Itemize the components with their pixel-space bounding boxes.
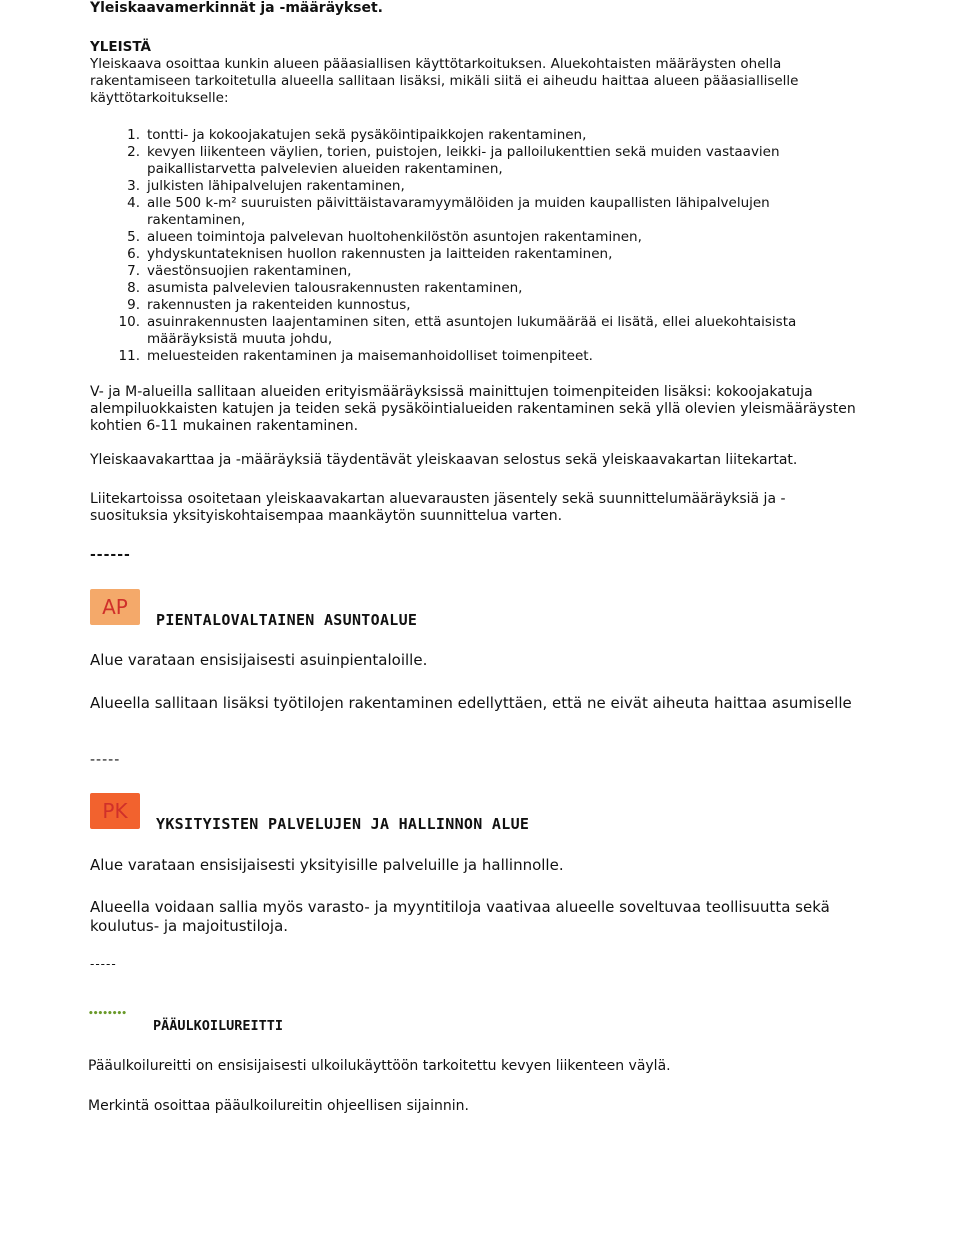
route-heading: PÄÄULKOILUREITTI — [153, 1018, 284, 1034]
list-item-number: 2. — [127, 144, 140, 160]
list-item-number: 6. — [127, 246, 140, 262]
pk-zone-heading: YKSITYISTEN PALVELUJEN JA HALLINNON ALUE — [156, 815, 530, 833]
list-item-text: alueen toimintoja palvelevan huoltohenkilöstön asuntojen rakentaminen, — [147, 229, 642, 245]
dotted-line-symbol: •••••••• — [88, 1009, 127, 1019]
list-item-text: asumista palvelevien talousrakennusten rakentaminen, — [147, 280, 523, 296]
appendix-maps-paragraph: Liitekartoissa osoitetaan yleiskaavakartan aluevarausten jäsentely sekä suunnittelumääräyksiä ja -suosituksia yksityiskohtaisempaa maankäytön suunnittelua varten. — [90, 491, 786, 524]
regulation-list — [90, 127, 830, 365]
document-title: Yleiskaavamerkinnät ja -määräykset. — [90, 0, 383, 16]
ap-zone-heading: PIENTALOVALTAINEN ASUNTOALUE — [156, 611, 418, 629]
list-item-text: väestönsuojien rakentaminen, — [147, 263, 352, 279]
list-item-text: tontti- ja kokoojakatujen sekä pysäköintipaikkojen rakentaminen, — [147, 127, 587, 143]
list-item — [90, 144, 830, 178]
list-item — [90, 348, 830, 365]
list-item — [90, 314, 830, 348]
list-item — [90, 246, 830, 263]
complement-paragraph: Yleiskaavakarttaa ja -määräyksiä täydentävät yleiskaavan selostus sekä yleiskaavakartan liitekartat. — [90, 452, 798, 468]
separator: ------ — [90, 547, 131, 563]
list-item-number: 4. — [127, 195, 140, 211]
ap-zone-paragraph-1: Alue varataan ensisijaisesti asuinpientaloille. — [90, 651, 428, 669]
list-item-text: yhdyskuntateknisen huollon rakennusten ja laitteiden rakentaminen, — [147, 246, 613, 262]
pk-zone-symbol — [90, 793, 140, 829]
section-heading-general: YLEISTÄ — [90, 39, 151, 55]
list-item — [90, 127, 830, 144]
separator: ----- — [90, 752, 121, 768]
list-item — [90, 229, 830, 246]
list-item-text: alle 500 k-m² suuruisten päivittäistavaramyymälöiden ja muiden kaupallisten lähipalvelujen rakentaminen, — [147, 195, 770, 228]
pk-zone-paragraph-1: Alue varataan ensisijaisesti yksityisille palveluille ja hallinnolle. — [90, 856, 564, 874]
list-item-text: kevyen liikenteen väylien, torien, puistojen, leikki- ja palloilukenttien sekä muiden vastaavien paikallistarvetta palvelevien alueiden rakentaminen, — [147, 144, 780, 177]
list-item-number: 10. — [118, 314, 140, 330]
pk-zone-code: PK — [102, 799, 128, 823]
list-item-number: 3. — [127, 178, 140, 194]
list-item-number: 1. — [127, 127, 140, 143]
ap-zone-code: AP — [102, 595, 128, 619]
route-paragraph-1: Pääulkoilureitti on ensisijaisesti ulkoilukäyttöön tarkoitettu kevyen liikenteen väylä. — [88, 1058, 671, 1074]
list-item — [90, 195, 830, 229]
list-item-text: meluesteiden rakentaminen ja maisemanhoidolliset toimenpiteet. — [147, 348, 593, 364]
ap-zone-paragraph-2: Alueella sallitaan lisäksi työtilojen rakentaminen edellyttäen, että ne eivät aiheuta haittaa asumiselle — [90, 694, 852, 712]
separator: ----- — [90, 957, 117, 971]
pk-zone-paragraph-2: Alueella voidaan sallia myös varasto- ja myyntitiloja vaativaa alueelle soveltuvaa teollisuutta sekä koulutus- ja majoitustiloja. — [90, 898, 830, 935]
route-paragraph-2: Merkintä osoittaa pääulkoilureitin ohjeellisen sijainnin. — [88, 1098, 469, 1114]
list-item — [90, 178, 830, 195]
list-item — [90, 280, 830, 297]
list-item — [90, 263, 830, 280]
general-intro: Yleiskaava osoittaa kunkin alueen pääasiallisen käyttötarkoituksen. Aluekohtaisten määräysten ohella rakentamiseen tarkoitetulla alueella sallitaan lisäksi, mikäli siitä ei aiheudu haittaa alueen pääasialliselle käyttötarkoitukselle: — [90, 56, 799, 106]
list-item-number: 8. — [127, 280, 140, 296]
list-item-number: 11. — [118, 348, 140, 364]
list-item-text: asuinrakennusten laajentaminen siten, että asuntojen lukumäärää ei lisätä, ellei aluekohtaisista määräyksistä muuta johdu, — [147, 314, 797, 347]
vm-areas-paragraph: V- ja M-alueilla sallitaan alueiden erityismääräyksissä mainittujen toimenpiteiden lisäksi: kokoojakatuja alempiluokkaisten katujen ja teiden sekä pysäköintialueiden rakentaminen sekä yllä olevien yleismääräysten kohtien 6-11 mukainen rakentaminen. — [90, 384, 856, 434]
list-item-number: 9. — [127, 297, 140, 313]
list-item-number: 5. — [127, 229, 140, 245]
list-item-text: julkisten lähipalvelujen rakentaminen, — [147, 178, 405, 194]
list-item — [90, 297, 830, 314]
ap-zone-symbol — [90, 589, 140, 625]
list-item-number: 7. — [127, 263, 140, 279]
list-item-text: rakennusten ja rakenteiden kunnostus, — [147, 297, 411, 313]
